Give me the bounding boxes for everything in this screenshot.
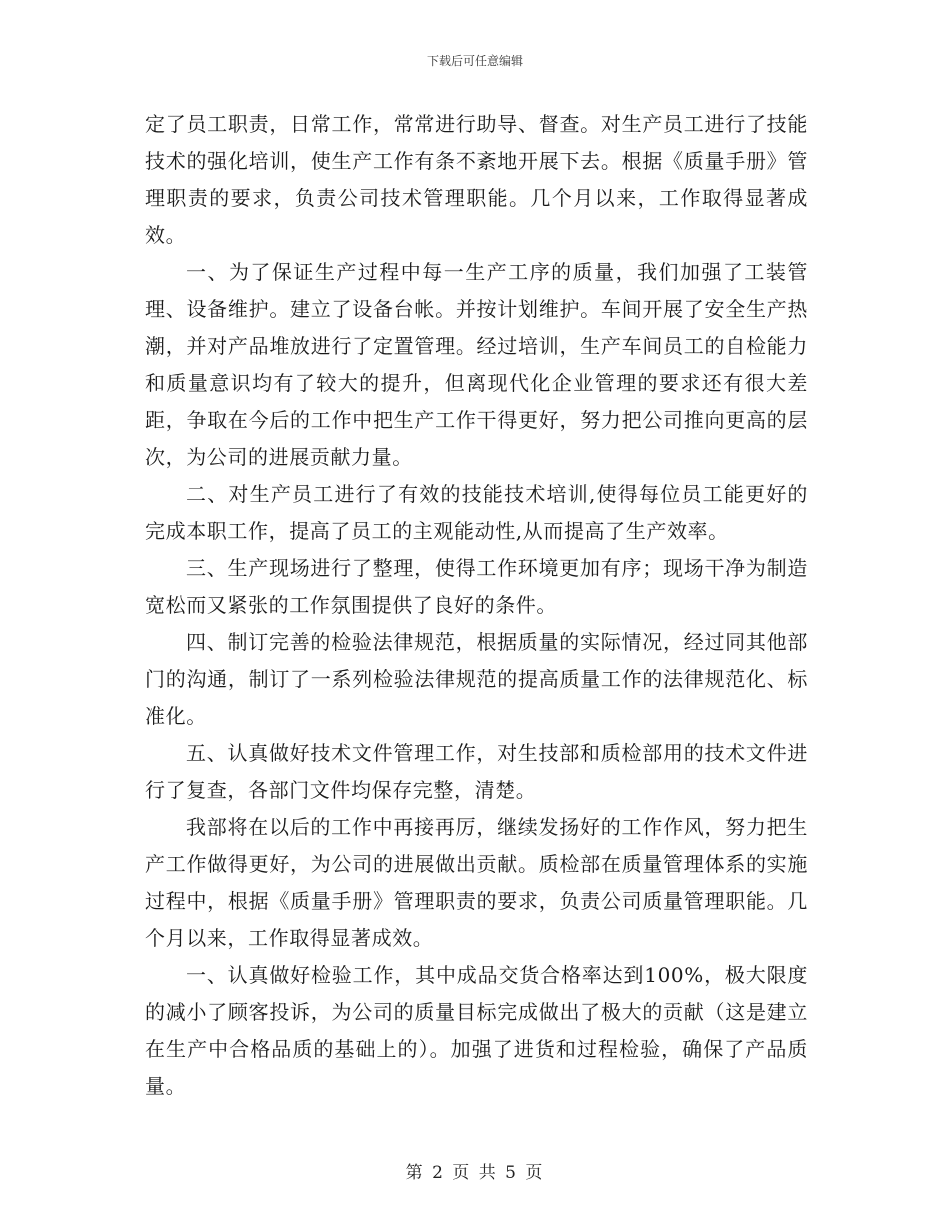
paragraph-summary: 我部将在以后的工作中再接再厉，继续发扬好的工作作风，努力把生产工作做得更好，为公司的进展做出贡献。质检部在质量管理体系的实施过程中，根据《质量手册》管理职责的要求，负责公司质量管理职能。几个月以来，工作取得显著成效。 — [145, 815, 808, 950]
page-header: 下载后可任意编辑 — [426, 54, 523, 68]
document-body — [145, 106, 808, 1105]
paragraph-item-1: 一、为了保证生产过程中每一生产工序的质量，我们加强了工装管理、设备维护。建立了设备台帐。并按计划维护。车间开展了安全生产热潮，并对产品堆放进行了定置管理。经过培训，生产车间员工的自检能力和质量意识均有了较大的提升，但离现代化企业管理的要求还有很大差距，争取在今后的工作中把生产工作干得更好，努力把公司推向更高的层次，为公司的进展贡献力量。 — [145, 260, 808, 469]
page-number-footer: 第 2 页 共 5 页 — [405, 1163, 545, 1183]
paragraph-continuation: 定了员工职责，日常工作，常常进行助导、督查。对生产员工进行了技能技术的强化培训，使生产工作有条不紊地开展下去。根据《质量手册》管理职责的要求，负责公司技术管理职能。几个月以来，工作取得显著成效。 — [145, 112, 808, 247]
paragraph-quality-item-1: 一、认真做好检验工作，其中成品交货合格率达到100%，极大限度的减小了顾客投诉，为公司的质量目标完成做出了极大的贡献（这是建立在生产中合格品质的基础上的）。加强了进货和过程检验，确保了产品质量。 — [145, 963, 808, 1098]
paragraph-item-3: 三、生产现场进行了整理，使得工作环境更加有序；现场干净为制造宽松而又紧张的工作氛围提供了良好的条件。 — [145, 556, 808, 617]
paragraph-item-4: 四、制订完善的检验法律规范，根据质量的实际情况，经过同其他部门的沟通，制订了一系列检验法律规范的提高质量工作的法律规范化、标准化。 — [145, 630, 808, 728]
paragraph-item-5: 五、认真做好技术文件管理工作，对生技部和质检部用的技术文件进行了复查，各部门文件均保存完整，清楚。 — [145, 741, 808, 802]
paragraph-item-2: 二、对生产员工进行了有效的技能技术培训,使得每位员工能更好的完成本职工作，提高了员工的主观能动性,从而提高了生产效率。 — [145, 482, 808, 543]
